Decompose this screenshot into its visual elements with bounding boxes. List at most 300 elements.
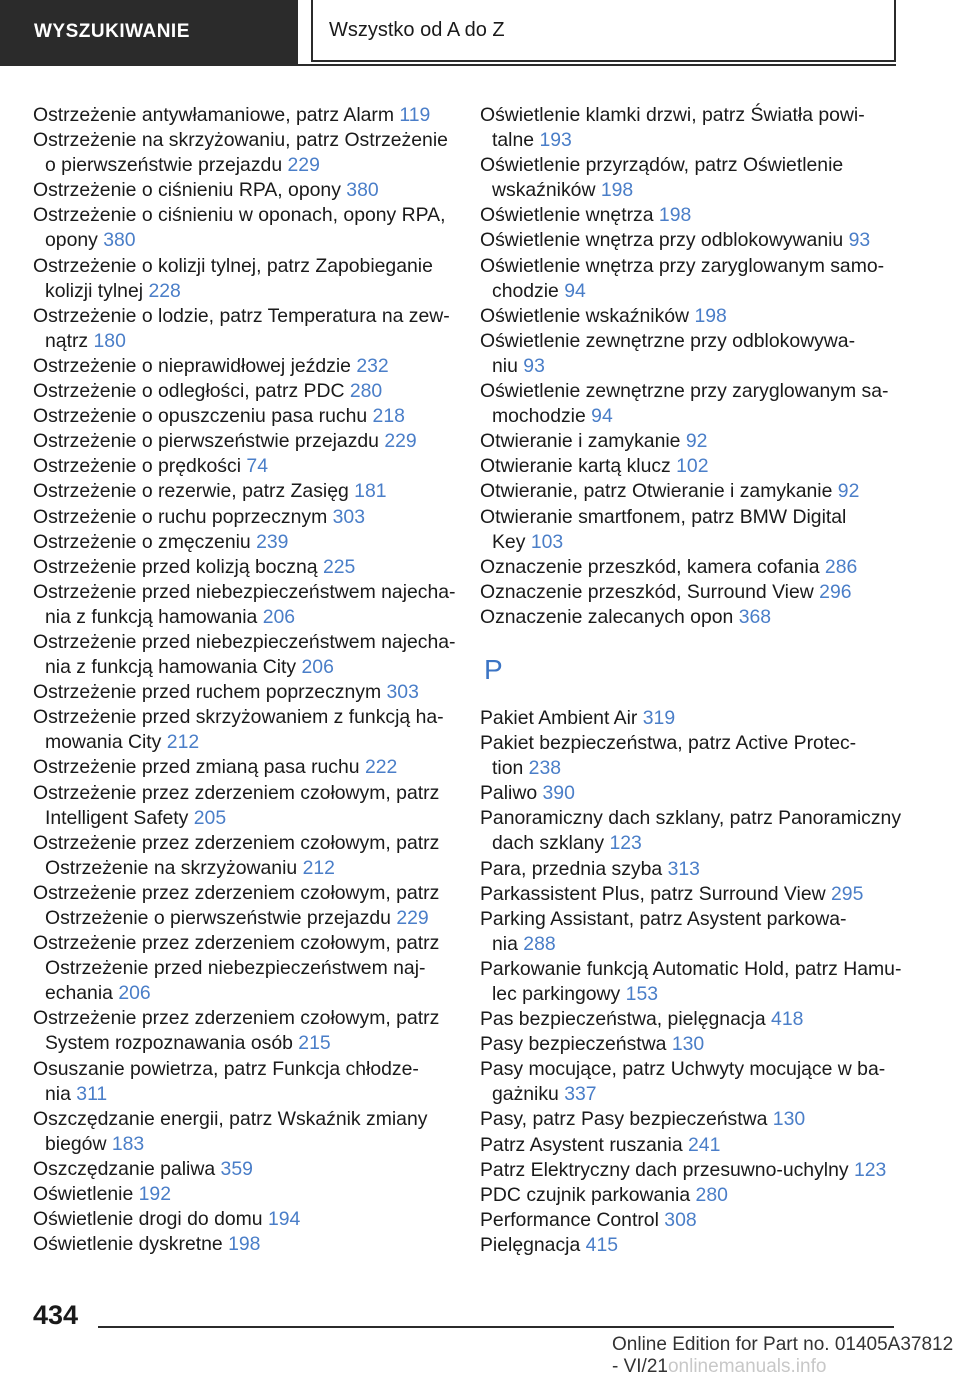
entry-text — [33, 1006, 448, 1031]
entry-label: Oświetlenie dyskretne — [33, 1233, 223, 1256]
entry-text — [33, 831, 448, 856]
index-entry — [33, 1232, 448, 1257]
entry-label: Oświetlenie wnętrza przy odblokowywaniu — [480, 229, 844, 252]
page-link[interactable]: 130 — [671, 1033, 705, 1056]
index-entry — [480, 731, 900, 781]
index-entry — [480, 1007, 900, 1032]
entry-label: Para, przednia szyba — [480, 857, 663, 880]
entry-label: Ostrzeżenie przez zderzeniem czołowym, patrz — [33, 831, 440, 854]
entry-text-continuation — [33, 329, 448, 354]
entry-label: Oszczędzanie paliwa — [33, 1157, 216, 1180]
entry-text — [33, 755, 448, 780]
entry-text — [33, 379, 448, 404]
entry-label: nia — [492, 932, 518, 955]
page-link[interactable]: 206 — [301, 656, 334, 679]
entry-label: Ostrzeżenie o nieprawidłowej jeździe — [33, 354, 351, 377]
page-link[interactable]: 241 — [688, 1133, 721, 1156]
index-entry — [480, 706, 900, 731]
page-link[interactable]: 337 — [564, 1083, 597, 1106]
entry-text-continuation — [33, 1031, 448, 1056]
entry-text — [480, 907, 900, 932]
entry-label: Ostrzeżenie o zmęczeniu — [33, 530, 251, 553]
index-entry — [480, 1057, 900, 1107]
entry-text — [480, 329, 900, 354]
index-entry — [480, 228, 900, 253]
entry-label: PDC czujnik parkowania — [480, 1183, 691, 1206]
entry-label: Otwieranie smartfonem, patrz BMW Digital — [480, 505, 847, 528]
page-link[interactable]: 303 — [386, 681, 419, 704]
page-link[interactable]: 153 — [625, 983, 659, 1005]
page-link[interactable]: 94 — [564, 279, 586, 302]
index-entry — [480, 781, 900, 806]
entry-text — [33, 931, 448, 956]
index-entry — [480, 1107, 900, 1132]
index-entry — [480, 605, 900, 630]
index-entry — [33, 203, 448, 253]
page-link[interactable]: 102 — [676, 455, 709, 478]
entry-text — [480, 1183, 900, 1208]
entry-text — [480, 454, 900, 479]
index-entry — [33, 354, 448, 379]
entry-text — [480, 605, 900, 630]
page-link[interactable]: 74 — [246, 455, 268, 478]
entry-text — [33, 479, 448, 504]
entry-text — [480, 1107, 900, 1132]
entry-text-continuation — [33, 856, 448, 881]
page-link[interactable]: 119 — [399, 104, 431, 126]
entry-text — [480, 580, 900, 605]
page-link[interactable]: 206 — [262, 605, 296, 628]
index-column-left — [33, 103, 456, 1257]
entry-label: Intelligent Safety — [45, 806, 189, 829]
entry-label: Ostrzeżenie przed ruchem poprzecznym — [33, 681, 382, 704]
entry-text-continuation — [480, 354, 900, 379]
page-link[interactable]: 311 — [76, 1082, 108, 1105]
entry-text-continuation — [480, 404, 900, 429]
entry-label: Pakiet Ambient Air — [480, 706, 638, 729]
entry-label: Ostrzeżenie przed niebezpieczeństwem naj- — [45, 957, 426, 980]
entry-label: Pasy mocujące, patrz Uchwyty mocujące w ba- — [480, 1058, 886, 1081]
entry-text — [480, 254, 900, 279]
index-entry — [33, 128, 448, 178]
page-link[interactable]: 229 — [396, 907, 429, 929]
page-link[interactable]: 286 — [824, 555, 858, 578]
page-link[interactable]: 239 — [256, 530, 289, 553]
entry-text-continuation — [33, 605, 448, 630]
entry-text-continuation — [480, 1082, 900, 1107]
entry-text-continuation — [480, 932, 900, 957]
index-entry — [480, 882, 900, 907]
entry-text-continuation — [480, 279, 900, 304]
index-entry — [33, 1182, 448, 1207]
index-entry — [33, 254, 448, 304]
index-entry — [33, 630, 456, 680]
page-link[interactable]: 198 — [694, 304, 727, 327]
page-link[interactable]: 180 — [93, 329, 126, 352]
entry-label: Ostrzeżenie przed kolizją boczną — [33, 555, 318, 578]
page-link[interactable]: 232 — [356, 354, 389, 377]
index-entry — [480, 254, 900, 304]
page-link[interactable]: 103 — [530, 530, 564, 553]
entry-label: Osuszanie powietrza, patrz Funkcja chłodze- — [33, 1057, 419, 1080]
entry-label: Ostrzeżenie przez zderzeniem czołowym, patrz — [33, 781, 440, 804]
entry-label: Otwieranie, patrz Otwieranie i zamykanie — [480, 480, 833, 503]
entry-text — [480, 203, 900, 228]
index-entry — [480, 1133, 900, 1158]
index-entry — [33, 505, 448, 530]
entry-text-continuation — [33, 1082, 448, 1107]
entry-label: Oszczędzanie energii, patrz Wskaźnik zmiany — [33, 1107, 428, 1130]
entry-text — [33, 1157, 448, 1182]
entry-text — [480, 505, 900, 530]
entry-text — [480, 555, 900, 580]
page-link[interactable]: 222 — [364, 756, 398, 779]
entry-label: Oznaczenie przeszkód, Surround View — [480, 580, 814, 603]
entry-label: chodzie — [492, 279, 559, 302]
entry-list-left — [33, 103, 456, 1257]
page-link[interactable]: 123 — [609, 832, 642, 855]
page-link[interactable]: 418 — [771, 1008, 804, 1031]
entry-text — [480, 304, 900, 329]
entry-label: nątrz — [45, 329, 89, 352]
entry-text — [480, 103, 900, 128]
entry-text — [33, 680, 448, 705]
index-entry — [33, 178, 448, 203]
entry-text — [480, 1208, 900, 1233]
page-link[interactable]: 193 — [539, 129, 572, 152]
page-link[interactable]: 359 — [220, 1157, 253, 1180]
page-link[interactable]: 183 — [111, 1132, 145, 1155]
entry-label: echania — [45, 982, 113, 1005]
entry-label: lec parkingowy — [492, 983, 621, 1005]
index-entry — [33, 1006, 448, 1056]
index-entry — [33, 479, 448, 504]
entry-text-continuation — [33, 228, 448, 253]
entry-label: Parkassistent Plus, patrz Surround View — [480, 882, 826, 905]
index-entry — [33, 454, 448, 479]
page-link[interactable]: 198 — [228, 1233, 261, 1256]
section-tab[interactable]: WYSZUKIWANIE — [0, 0, 298, 64]
index-entry — [33, 781, 448, 831]
entry-text — [480, 228, 900, 253]
entry-label: Ostrzeżenie przez zderzeniem czołowym, patrz — [33, 932, 440, 955]
entry-text — [33, 429, 448, 454]
page-link[interactable]: 229 — [384, 430, 417, 453]
page-link[interactable]: 94 — [591, 405, 613, 428]
entry-text — [33, 580, 456, 605]
entry-label: Oświetlenie przyrządów, patrz Oświetlenie — [480, 154, 844, 177]
index-entry — [33, 404, 448, 429]
entry-text — [480, 731, 900, 756]
page-link[interactable]: 225 — [322, 555, 356, 578]
entry-text — [33, 103, 448, 128]
index-entry — [33, 931, 448, 1006]
entry-label: nia z funkcją hamowania City — [45, 656, 297, 679]
index-entry — [33, 580, 456, 630]
entry-text-continuation — [33, 655, 448, 680]
index-entry — [480, 1208, 900, 1233]
page-link[interactable]: 218 — [372, 405, 405, 428]
entry-text — [480, 1133, 900, 1158]
entry-label: gażniku — [492, 1083, 559, 1106]
entry-label: Ostrzeżenie o ciśnieniu RPA, opony — [33, 179, 341, 202]
entry-text — [480, 1158, 900, 1183]
entry-label: tion — [492, 757, 524, 780]
edition-footer — [612, 1334, 960, 1378]
entry-label: Patrz Elektryczny dach przesuwno-uchylny — [480, 1158, 849, 1181]
page-link[interactable]: 130 — [772, 1108, 806, 1131]
entry-label: Ostrzeżenie o ciśnieniu w oponach, opony RPA, — [33, 204, 446, 227]
entry-label: Pakiet bezpieczeństwa, patrz Active Protec- — [480, 732, 857, 755]
entry-label: Ostrzeżenie o kolizji tylnej, patrz Zapobieganie — [33, 254, 433, 277]
page-link[interactable]: 415 — [585, 1233, 619, 1256]
entry-text — [33, 630, 456, 655]
page-link[interactable]: 92 — [685, 430, 708, 453]
entry-text — [480, 781, 900, 806]
entry-label: Oświetlenie — [33, 1183, 134, 1206]
page-link[interactable]: 212 — [302, 856, 335, 879]
page-link[interactable]: 308 — [664, 1208, 697, 1231]
entry-text — [33, 254, 448, 279]
edition-text: Online Edition for Part no. 01405A37812 - VI/21 — [612, 1334, 954, 1377]
entry-label: Ostrzeżenie o rezerwie, patrz Zasięg — [33, 480, 349, 503]
page-link[interactable]: 280 — [349, 380, 383, 403]
index-entry — [33, 1157, 448, 1182]
page-link[interactable]: 229 — [287, 154, 320, 177]
entry-label: Performance Control — [480, 1208, 659, 1231]
entry-label: Oświetlenie wnętrza przy zaryglowanym samo- — [480, 254, 885, 277]
page-link[interactable]: 93 — [848, 229, 871, 252]
entry-label: Oznaczenie przeszkód, kamera cofania — [480, 555, 820, 578]
index-entry — [480, 907, 900, 957]
index-entry — [33, 103, 448, 128]
entry-text — [33, 354, 448, 379]
page-link[interactable]: 280 — [695, 1183, 728, 1206]
entry-text-continuation — [480, 128, 900, 153]
entry-label: niu — [492, 354, 518, 377]
entry-label: Ostrzeżenie o lodzie, patrz Temperatura na zew- — [33, 304, 450, 327]
index-entry — [480, 1158, 900, 1183]
entry-text — [33, 404, 448, 429]
entry-label: Ostrzeżenie antywłamaniowe, patrz Alarm — [33, 104, 395, 126]
entry-text — [33, 203, 448, 228]
entry-label: Parking Assistant, patrz Asystent parkowa- — [480, 907, 847, 930]
entry-label: Ostrzeżenie na skrzyżowaniu, patrz Ostrzeżenie — [33, 129, 448, 152]
index-entry — [480, 1183, 900, 1208]
entry-label: opony — [45, 229, 98, 252]
index-entry — [480, 555, 900, 580]
index-entry — [33, 705, 448, 755]
entry-label: Oświetlenie wskaźników — [480, 304, 690, 327]
entry-text — [33, 128, 448, 153]
page-link[interactable]: 228 — [148, 279, 181, 302]
page-link[interactable]: 295 — [831, 882, 864, 905]
entry-label: Paliwo — [480, 782, 538, 805]
index-entry — [480, 479, 900, 504]
entry-label: Oświetlenie zewnętrzne przy odblokowywa- — [480, 329, 856, 352]
entry-label: Ostrzeżenie o prędkości — [33, 455, 242, 478]
index-entry — [480, 806, 900, 856]
index-entry — [33, 680, 448, 705]
entry-label: Ostrzeżenie przed zmianą pasa ruchu — [33, 756, 360, 779]
watermark: onlinemanuals.info — [667, 1356, 827, 1377]
page-link[interactable]: 238 — [528, 757, 562, 780]
page-link[interactable]: 205 — [193, 806, 227, 829]
entry-text — [33, 304, 448, 329]
page-number: 434 — [33, 1300, 79, 1330]
index-entry — [480, 1233, 900, 1258]
page-link[interactable]: 212 — [166, 731, 200, 754]
index-entry — [480, 580, 900, 605]
entry-text — [33, 454, 448, 479]
page-link[interactable]: 206 — [118, 982, 151, 1005]
entry-label: Panoramiczny dach szklany, patrz Panoramiczny — [480, 807, 902, 830]
entry-text — [480, 379, 900, 404]
entry-label: biegów — [45, 1132, 107, 1155]
entry-text — [480, 857, 900, 882]
page-link[interactable]: 192 — [138, 1183, 171, 1206]
entry-label: Oświetlenie klamki drzwi, patrz Światła powi- — [480, 104, 865, 126]
entry-label: Ostrzeżenie o ruchu poprzecznym — [33, 505, 328, 528]
page-link[interactable]: 380 — [346, 179, 379, 202]
index-entry — [33, 1107, 448, 1157]
entry-text-continuation — [33, 956, 448, 981]
entry-text-continuation — [480, 756, 900, 781]
entry-label: System rozpoznawania osób — [45, 1032, 293, 1055]
entry-label: Ostrzeżenie przez zderzeniem czołowym, patrz — [33, 1007, 440, 1030]
entry-label: Key — [492, 530, 526, 553]
page-link[interactable]: 390 — [542, 782, 575, 805]
index-entry — [33, 379, 448, 404]
section-letter-p: P — [484, 653, 503, 685]
header-divider — [0, 64, 896, 66]
entry-label: wskaźników — [492, 179, 596, 202]
entry-label: Pielęgnacja — [480, 1233, 581, 1256]
entry-text — [33, 178, 448, 203]
page-link[interactable]: 92 — [837, 480, 860, 503]
page-link[interactable]: 368 — [738, 605, 772, 628]
entry-label: Pasy, patrz Pasy bezpieczeństwa — [480, 1108, 768, 1131]
entry-label: Ostrzeżenie na skrzyżowaniu — [45, 856, 298, 879]
entry-label: Ostrzeżenie przez zderzeniem czołowym, patrz — [33, 881, 440, 904]
page-link[interactable]: 181 — [354, 480, 387, 503]
entry-label: nia z funkcją hamowania — [45, 605, 258, 628]
entry-label: Ostrzeżenie przed niebezpieczeństwem najecha- — [33, 580, 456, 603]
index-entry — [33, 881, 448, 931]
page-link[interactable]: 380 — [103, 229, 136, 252]
page-link[interactable]: 288 — [523, 932, 556, 955]
entry-label: Otwieranie kartą klucz — [480, 455, 671, 478]
entry-text-continuation — [33, 153, 448, 178]
footer-divider — [98, 1326, 894, 1328]
entry-label: Pas bezpieczeństwa, pielęgnacja — [480, 1008, 766, 1031]
page-link[interactable]: 123 — [853, 1158, 887, 1181]
index-entry — [480, 505, 900, 555]
entry-text — [480, 429, 900, 454]
entry-text-continuation — [33, 981, 448, 1006]
entry-text — [33, 1207, 448, 1232]
entry-label: Oznaczenie zalecanych opon — [480, 605, 734, 628]
index-entry — [480, 103, 900, 153]
entry-label: Oświetlenie zewnętrzne przy zaryglowanym sa- — [480, 380, 889, 403]
entry-text — [33, 555, 448, 580]
entry-label: Patrz Asystent ruszania — [480, 1133, 683, 1156]
page-link[interactable]: 303 — [332, 505, 365, 528]
index-entry — [480, 1032, 900, 1057]
page-link[interactable]: 319 — [642, 706, 676, 729]
entry-text-continuation — [33, 906, 448, 931]
page-link[interactable]: 198 — [658, 204, 692, 227]
index-entry — [33, 755, 448, 780]
entry-label: Oświetlenie wnętrza — [480, 204, 654, 227]
index-column-right — [480, 103, 900, 1258]
entry-text — [33, 781, 448, 806]
entry-text-continuation — [480, 982, 900, 1007]
page-link[interactable]: 215 — [298, 1032, 331, 1055]
index-entry — [480, 429, 900, 454]
entry-label: Ostrzeżenie o pierwszeństwie przejazdu — [45, 907, 391, 929]
index-entry — [480, 379, 900, 429]
entry-label: Pasy bezpieczeństwa — [480, 1033, 667, 1056]
index-entry — [480, 153, 900, 203]
entry-list-p — [480, 706, 900, 1258]
entry-text — [480, 1007, 900, 1032]
entry-text — [33, 881, 448, 906]
page-link[interactable]: 194 — [267, 1208, 301, 1231]
index-entry — [480, 957, 900, 1007]
entry-text — [480, 153, 900, 178]
entry-label: Parkowanie funkcją Automatic Hold, patrz Hamu- — [480, 957, 902, 980]
entry-text-continuation — [480, 530, 900, 555]
entry-label: Ostrzeżenie o pierwszeństwie przejazdu — [33, 430, 379, 453]
entry-label: mochodzie — [492, 405, 586, 428]
entry-label: kolizji tylnej — [45, 279, 144, 302]
page-link[interactable]: 198 — [600, 179, 634, 202]
index-entry — [33, 555, 448, 580]
entry-text-continuation — [33, 279, 448, 304]
page-title: Wszystko od A do Z — [311, 0, 896, 62]
entry-text — [33, 1232, 448, 1257]
index-entry — [33, 831, 448, 881]
entry-text — [33, 530, 448, 555]
index-entry — [33, 429, 448, 454]
page-link[interactable]: 93 — [523, 354, 545, 377]
entry-text — [480, 1057, 900, 1082]
entry-text — [33, 1182, 448, 1207]
entry-label: Otwieranie i zamykanie — [480, 430, 681, 453]
entry-text — [480, 1032, 900, 1057]
entry-text — [480, 1233, 900, 1258]
index-entry — [480, 454, 900, 479]
entry-text — [33, 1057, 448, 1082]
page-link[interactable]: 313 — [667, 857, 700, 880]
page-header — [0, 0, 960, 66]
entry-label: mowania City — [45, 731, 162, 754]
entry-text-continuation — [33, 1132, 448, 1157]
index-entry — [33, 1057, 448, 1107]
page-link[interactable]: 296 — [819, 580, 852, 603]
entry-label: o pierwszeństwie przejazdu — [45, 154, 283, 177]
entry-label: talne — [492, 129, 535, 152]
index-entry — [480, 203, 900, 228]
entry-label: dach szklany — [492, 832, 605, 855]
entry-label: Ostrzeżenie o opuszczeniu pasa ruchu — [33, 405, 368, 428]
index-entry — [33, 304, 448, 354]
entry-text — [480, 882, 900, 907]
entry-list-o — [480, 103, 900, 630]
entry-text — [480, 957, 900, 982]
entry-text — [33, 1107, 448, 1132]
